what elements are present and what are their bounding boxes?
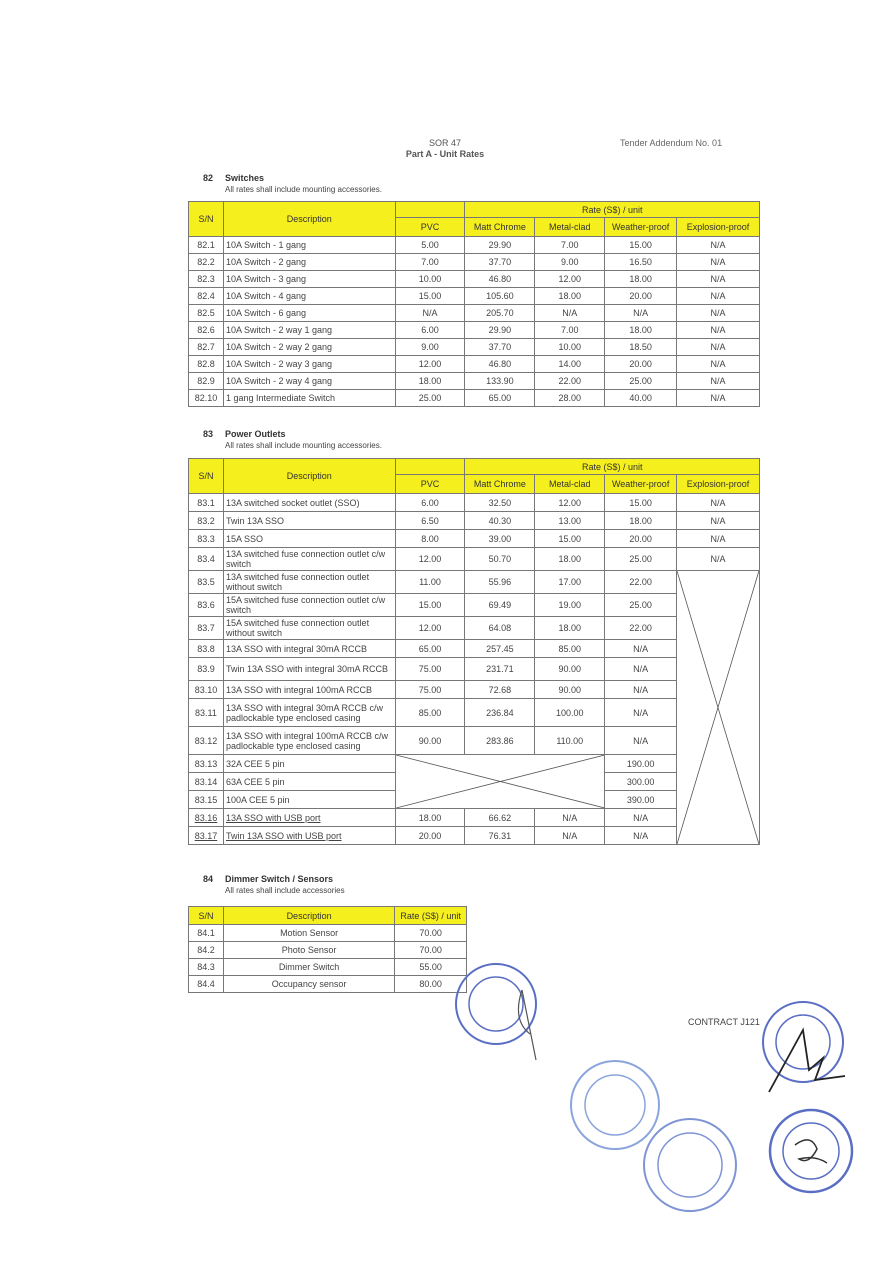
col-matt-chrome: Matt Chrome (465, 475, 535, 494)
table-row (189, 322, 760, 339)
explosion-proof-cell: N/A (677, 322, 760, 339)
table-row (189, 640, 760, 658)
weather-proof-cell: N/A (605, 727, 677, 755)
metal-clad-cell: 28.00 (535, 390, 605, 407)
rate-cell: 80.00 (395, 976, 467, 993)
pvc-cell: 75.00 (395, 681, 465, 699)
sn-header: S/N (189, 459, 224, 494)
matt-chrome-cell: 283.86 (465, 727, 535, 755)
explosion-proof-cell: N/A (677, 390, 760, 407)
sn-cell: 84.4 (189, 976, 224, 993)
weather-proof-cell: N/A (605, 699, 677, 727)
sn-cell: 82.4 (189, 288, 224, 305)
table-row (189, 530, 760, 548)
explosion-proof-cell: N/A (677, 373, 760, 390)
description-cell: 10A Switch - 2 way 4 gang (223, 373, 395, 390)
description-header: Description (223, 459, 395, 494)
sn-cell: 82.7 (189, 339, 224, 356)
pvc-cell: 8.00 (395, 530, 465, 548)
table-row (189, 959, 467, 976)
description-cell: 15A switched fuse connection outlet c/w switch (223, 594, 395, 617)
matt-chrome-cell: 69.49 (465, 594, 535, 617)
pvc-cell: 65.00 (395, 640, 465, 658)
metal-clad-cell: 13.00 (535, 512, 605, 530)
matt-chrome-cell: 29.90 (465, 322, 535, 339)
description-cell: 10A Switch - 6 gang (223, 305, 395, 322)
matt-chrome-cell: 50.70 (465, 548, 535, 571)
section-83-title: Power Outlets (225, 429, 286, 439)
description-cell: 32A CEE 5 pin (223, 755, 395, 773)
metal-clad-cell: 17.00 (535, 571, 605, 594)
pvc-cell: 75.00 (395, 658, 465, 681)
description-cell: 13A switched socket outlet (SSO) (223, 494, 395, 512)
description-cell: 15A switched fuse connection outlet without switch (223, 617, 395, 640)
sn-header: S/N (189, 202, 224, 237)
description-cell: Motion Sensor (223, 925, 394, 942)
explosion-proof-cell: N/A (677, 339, 760, 356)
table-row (189, 305, 760, 322)
table-row (189, 373, 760, 390)
explosion-proof-cell: N/A (677, 356, 760, 373)
explosion-proof-cell: N/A (677, 254, 760, 271)
metal-clad-cell: 7.00 (535, 322, 605, 339)
sn-cell: 83.12 (189, 727, 224, 755)
table-row (189, 339, 760, 356)
blank-header (395, 459, 465, 475)
section-84-number: 84 (203, 874, 214, 884)
pvc-cell: 6.50 (395, 512, 465, 530)
company-stamp-4 (755, 1000, 855, 1100)
table-row (189, 681, 760, 699)
matt-chrome-cell: 40.30 (465, 512, 535, 530)
table-row (189, 925, 467, 942)
rate-header: Rate (S$) / unit (465, 459, 760, 475)
description-cell: 13A SSO with USB port (223, 809, 395, 827)
pvc-cell: N/A (395, 305, 465, 322)
matt-chrome-cell: 32.50 (465, 494, 535, 512)
table-row (189, 699, 760, 727)
switches-table (188, 201, 760, 407)
sn-cell: 83.5 (189, 571, 224, 594)
table-row (189, 390, 760, 407)
sn-cell: 82.8 (189, 356, 224, 373)
description-cell: 13A SSO with integral 30mA RCCB c/w padlockable type enclosed casing (223, 699, 395, 727)
contract-label: CONTRACT J121 (688, 1017, 760, 1027)
description-cell: 10A Switch - 2 way 1 gang (223, 322, 395, 339)
pvc-cell: 12.00 (395, 617, 465, 640)
company-stamp-5 (765, 1105, 860, 1200)
metal-clad-cell: 7.00 (535, 237, 605, 254)
part-title: Part A - Unit Rates (405, 149, 485, 159)
description-cell: 10A Switch - 2 gang (223, 254, 395, 271)
section-83-note: All rates shall include mounting accessories. (225, 441, 382, 450)
weather-proof-cell: 18.50 (605, 339, 677, 356)
description-cell: 15A SSO (223, 530, 395, 548)
metal-clad-cell: 18.00 (535, 288, 605, 305)
table-row (189, 942, 467, 959)
weather-proof-cell: 40.00 (605, 390, 677, 407)
table-row (189, 254, 760, 271)
matt-chrome-cell: 29.90 (465, 237, 535, 254)
sn-cell: 82.5 (189, 305, 224, 322)
col-explosion-proof: Explosion-proof (677, 218, 760, 237)
sn-cell: 82.9 (189, 373, 224, 390)
sn-cell: 82.1 (189, 237, 224, 254)
description-cell: 10A Switch - 1 gang (223, 237, 395, 254)
weather-proof-cell: 16.50 (605, 254, 677, 271)
metal-clad-cell: 90.00 (535, 658, 605, 681)
table-row (189, 827, 760, 845)
pvc-cell: 18.00 (395, 373, 465, 390)
table-row (189, 617, 760, 640)
description-cell: Twin 13A SSO (223, 512, 395, 530)
weather-proof-cell: 15.00 (605, 494, 677, 512)
weather-proof-cell: N/A (605, 640, 677, 658)
pvc-cell: 11.00 (395, 571, 465, 594)
sn-cell: 82.3 (189, 271, 224, 288)
col-explosion-proof: Explosion-proof (677, 475, 760, 494)
pvc-cell: 18.00 (395, 809, 465, 827)
matt-chrome-cell: 65.00 (465, 390, 535, 407)
pvc-cell: 12.00 (395, 356, 465, 373)
metal-clad-cell: N/A (535, 305, 605, 322)
metal-clad-cell: 18.00 (535, 617, 605, 640)
sn-cell: 84.2 (189, 942, 224, 959)
matt-chrome-cell: 133.90 (465, 373, 535, 390)
col-matt-chrome: Matt Chrome (465, 218, 535, 237)
metal-clad-cell: 19.00 (535, 594, 605, 617)
sn-cell: 83.11 (189, 699, 224, 727)
section-84-note: All rates shall include accessories (225, 886, 345, 895)
table-row (189, 356, 760, 373)
col-weather-proof: Weather-proof (605, 475, 677, 494)
sn-cell: 83.1 (189, 494, 224, 512)
table-row (189, 571, 760, 594)
weather-proof-cell: N/A (605, 305, 677, 322)
weather-proof-cell: 18.00 (605, 512, 677, 530)
metal-clad-cell: 12.00 (535, 494, 605, 512)
weather-proof-cell: 20.00 (605, 288, 677, 305)
description-cell: 13A SSO with integral 100mA RCCB c/w padlockable type enclosed casing (223, 727, 395, 755)
metal-clad-cell: 9.00 (535, 254, 605, 271)
pvc-cell: 25.00 (395, 390, 465, 407)
matt-chrome-cell: 76.31 (465, 827, 535, 845)
sn-cell: 83.16 (189, 809, 224, 827)
pvc-cell: 7.00 (395, 254, 465, 271)
pvc-cell: 6.00 (395, 494, 465, 512)
weather-proof-cell: N/A (605, 809, 677, 827)
col-pvc: PVC (395, 475, 465, 494)
table-row (189, 494, 760, 512)
sor-number: SOR 47 (428, 138, 461, 148)
metal-clad-cell: N/A (535, 827, 605, 845)
explosion-proof-cell: N/A (677, 512, 760, 530)
sn-cell: 83.6 (189, 594, 224, 617)
table-row (189, 594, 760, 617)
pvc-cell: 85.00 (395, 699, 465, 727)
description-cell: Twin 13A SSO with integral 30mA RCCB (223, 658, 395, 681)
sn-cell: 83.10 (189, 681, 224, 699)
col-metal-clad: Metal-clad (535, 475, 605, 494)
sn-cell: 83.2 (189, 512, 224, 530)
description-cell: 10A Switch - 2 way 2 gang (223, 339, 395, 356)
explosion-proof-cell: N/A (677, 237, 760, 254)
explosion-proof-cell: N/A (677, 494, 760, 512)
description-cell: 13A switched fuse connection outlet without switch (223, 571, 395, 594)
company-stamp-3 (640, 1115, 740, 1215)
description-cell: Occupancy sensor (223, 976, 394, 993)
sn-cell: 84.3 (189, 959, 224, 976)
pvc-cell: 12.00 (395, 548, 465, 571)
blank-header (395, 202, 465, 218)
matt-chrome-cell: 64.08 (465, 617, 535, 640)
description-header: Description (223, 202, 395, 237)
table-row (189, 809, 760, 827)
matt-chrome-cell: 72.68 (465, 681, 535, 699)
matt-chrome-cell: 105.60 (465, 288, 535, 305)
explosion-proof-cell: N/A (677, 271, 760, 288)
description-cell: 10A Switch - 4 gang (223, 288, 395, 305)
section-84-title: Dimmer Switch / Sensors (225, 874, 334, 884)
pvc-cell: 6.00 (395, 322, 465, 339)
description-cell: 100A CEE 5 pin (223, 791, 395, 809)
not-applicable-cross (395, 755, 605, 809)
table-row (189, 658, 760, 681)
sn-cell: 83.17 (189, 827, 224, 845)
section-83-number: 83 (203, 429, 214, 439)
metal-clad-cell: N/A (535, 809, 605, 827)
metal-clad-cell: 14.00 (535, 356, 605, 373)
weather-proof-cell: 18.00 (605, 322, 677, 339)
rate-header: Rate (S$) / unit (395, 907, 467, 925)
matt-chrome-cell: 257.45 (465, 640, 535, 658)
weather-proof-cell: N/A (605, 827, 677, 845)
description-cell: 1 gang Intermediate Switch (223, 390, 395, 407)
section-82-number: 82 (203, 173, 214, 183)
table-row (189, 271, 760, 288)
rate-cell: 70.00 (395, 925, 467, 942)
rate-header: Rate (S$) / unit (465, 202, 760, 218)
not-applicable-cross (677, 571, 760, 845)
sn-cell: 83.13 (189, 755, 224, 773)
sn-cell: 83.3 (189, 530, 224, 548)
metal-clad-cell: 12.00 (535, 271, 605, 288)
description-cell: 13A SSO with integral 30mA RCCB (223, 640, 395, 658)
matt-chrome-cell: 55.96 (465, 571, 535, 594)
pvc-cell: 9.00 (395, 339, 465, 356)
matt-chrome-cell: 37.70 (465, 339, 535, 356)
table-row (189, 755, 760, 773)
weather-proof-cell: 390.00 (605, 791, 677, 809)
weather-proof-cell: 15.00 (605, 237, 677, 254)
table-row (189, 237, 760, 254)
metal-clad-cell: 90.00 (535, 681, 605, 699)
sn-cell: 82.2 (189, 254, 224, 271)
weather-proof-cell: 25.00 (605, 548, 677, 571)
explosion-proof-cell: N/A (677, 548, 760, 571)
description-cell: Twin 13A SSO with USB port (223, 827, 395, 845)
description-cell: 13A switched fuse connection outlet c/w switch (223, 548, 395, 571)
description-cell: Dimmer Switch (223, 959, 394, 976)
table-row (189, 548, 760, 571)
metal-clad-cell: 18.00 (535, 548, 605, 571)
matt-chrome-cell: 231.71 (465, 658, 535, 681)
matt-chrome-cell: 39.00 (465, 530, 535, 548)
matt-chrome-cell: 46.80 (465, 271, 535, 288)
table-row (189, 288, 760, 305)
col-pvc: PVC (395, 218, 465, 237)
matt-chrome-cell: 46.80 (465, 356, 535, 373)
pvc-cell: 15.00 (395, 594, 465, 617)
pvc-cell: 5.00 (395, 237, 465, 254)
dimmer-sensors-table (188, 906, 467, 993)
metal-clad-cell: 110.00 (535, 727, 605, 755)
table-row (189, 727, 760, 755)
weather-proof-cell: 190.00 (605, 755, 677, 773)
power-outlets-table (188, 458, 760, 845)
description-cell: 63A CEE 5 pin (223, 773, 395, 791)
explosion-proof-cell: N/A (677, 530, 760, 548)
sn-cell: 84.1 (189, 925, 224, 942)
pvc-cell: 90.00 (395, 727, 465, 755)
sn-cell: 83.9 (189, 658, 224, 681)
sn-header: S/N (189, 907, 224, 925)
metal-clad-cell: 22.00 (535, 373, 605, 390)
weather-proof-cell: 22.00 (605, 617, 677, 640)
table-row (189, 512, 760, 530)
weather-proof-cell: 20.00 (605, 530, 677, 548)
addendum-label: Tender Addendum No. 01 (620, 138, 723, 148)
company-stamp-1 (452, 960, 547, 1070)
matt-chrome-cell: 236.84 (465, 699, 535, 727)
sn-cell: 82.10 (189, 390, 224, 407)
matt-chrome-cell: 205.70 (465, 305, 535, 322)
matt-chrome-cell: 66.62 (465, 809, 535, 827)
section-82-note: All rates shall include mounting accessories. (225, 185, 382, 194)
explosion-proof-cell: N/A (677, 305, 760, 322)
pvc-cell: 10.00 (395, 271, 465, 288)
weather-proof-cell: 22.00 (605, 571, 677, 594)
col-weather-proof: Weather-proof (605, 218, 677, 237)
section-82-title: Switches (225, 173, 265, 183)
explosion-proof-cell: N/A (677, 288, 760, 305)
metal-clad-cell: 15.00 (535, 530, 605, 548)
sn-cell: 83.4 (189, 548, 224, 571)
description-cell: Photo Sensor (223, 942, 394, 959)
rate-cell: 70.00 (395, 942, 467, 959)
metal-clad-cell: 10.00 (535, 339, 605, 356)
metal-clad-cell: 100.00 (535, 699, 605, 727)
sn-cell: 83.15 (189, 791, 224, 809)
description-cell: 10A Switch - 2 way 3 gang (223, 356, 395, 373)
weather-proof-cell: 300.00 (605, 773, 677, 791)
weather-proof-cell: 25.00 (605, 594, 677, 617)
description-cell: 13A SSO with integral 100mA RCCB (223, 681, 395, 699)
matt-chrome-cell: 37.70 (465, 254, 535, 271)
weather-proof-cell: 25.00 (605, 373, 677, 390)
description-cell: 10A Switch - 3 gang (223, 271, 395, 288)
sn-cell: 83.14 (189, 773, 224, 791)
weather-proof-cell: 20.00 (605, 356, 677, 373)
col-metal-clad: Metal-clad (535, 218, 605, 237)
sn-cell: 83.7 (189, 617, 224, 640)
table-row (189, 976, 467, 993)
weather-proof-cell: 18.00 (605, 271, 677, 288)
pvc-cell: 15.00 (395, 288, 465, 305)
sn-cell: 82.6 (189, 322, 224, 339)
description-header: Description (223, 907, 394, 925)
weather-proof-cell: N/A (605, 658, 677, 681)
metal-clad-cell: 85.00 (535, 640, 605, 658)
sn-cell: 83.8 (189, 640, 224, 658)
pvc-cell: 20.00 (395, 827, 465, 845)
rate-cell: 55.00 (395, 959, 467, 976)
weather-proof-cell: N/A (605, 681, 677, 699)
